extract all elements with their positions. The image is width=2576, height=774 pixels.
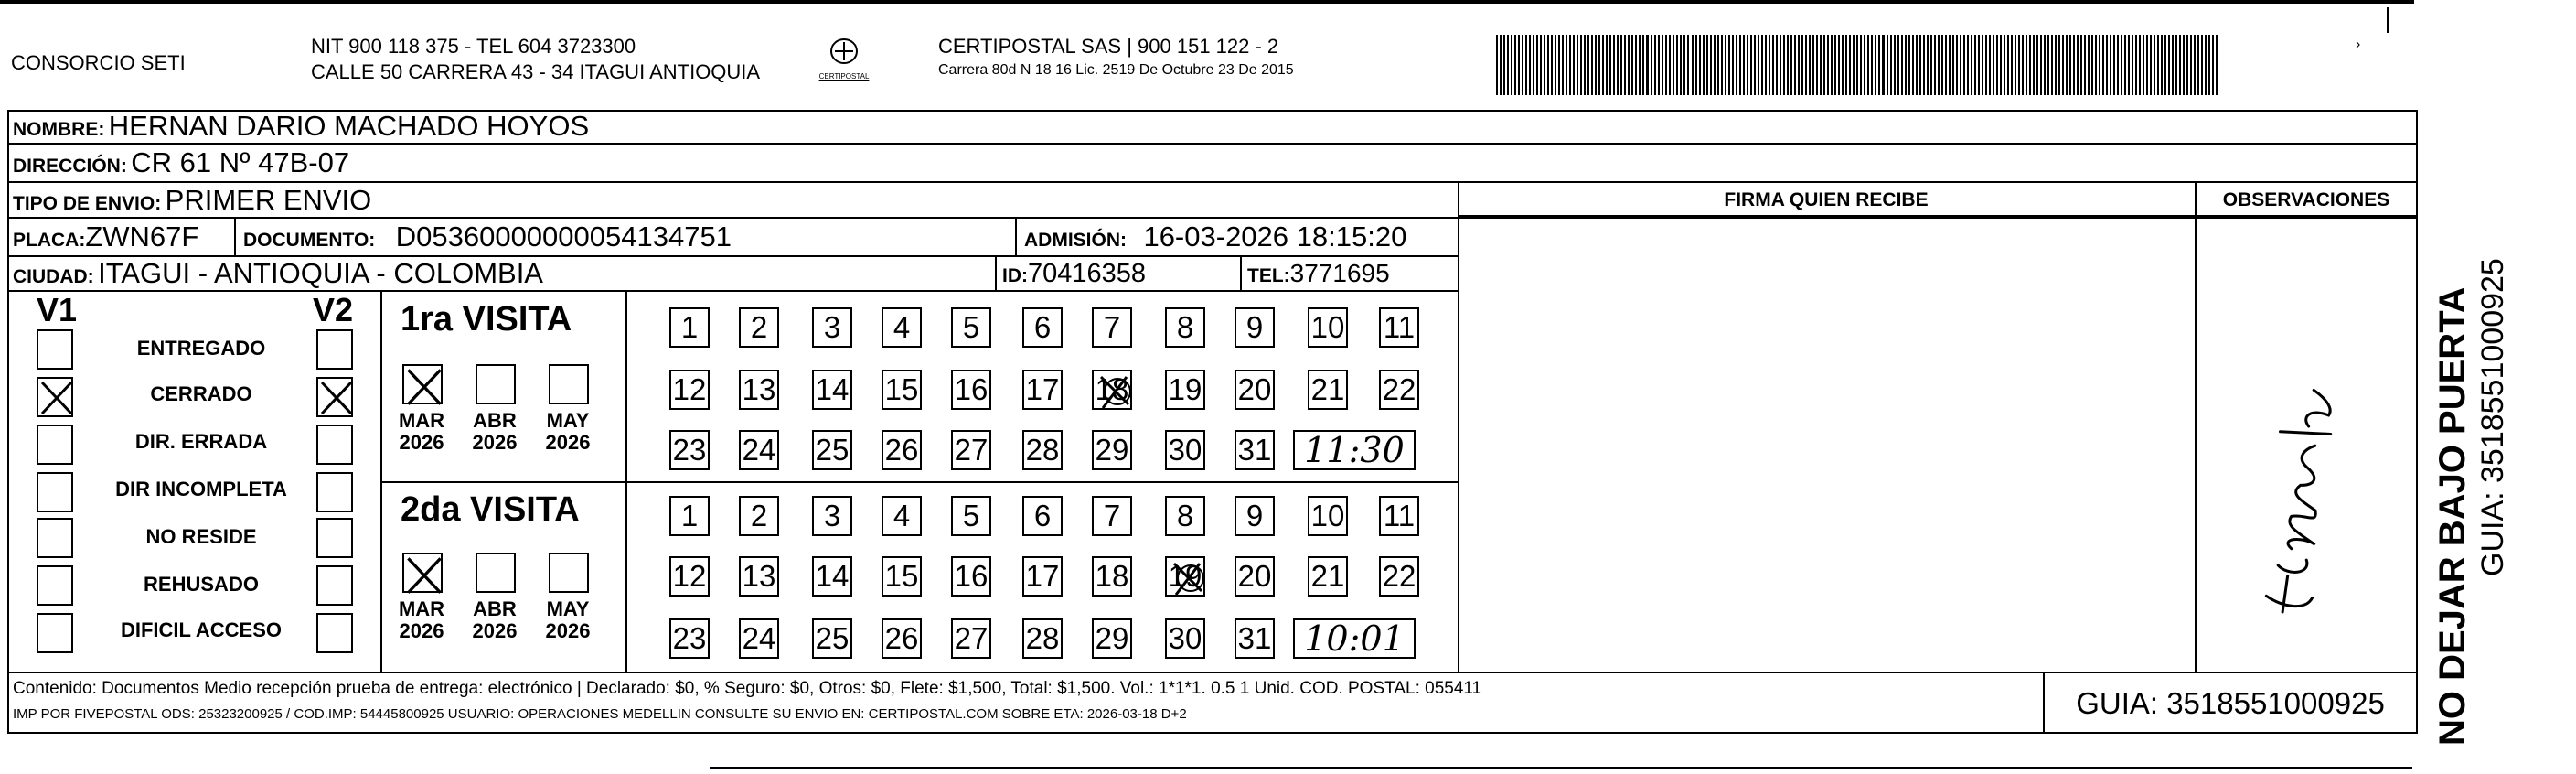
- month-year: 2026: [399, 619, 444, 642]
- first-visit-day-12[interactable]: 12: [669, 370, 710, 410]
- second-visit-day-14[interactable]: 14: [812, 556, 852, 597]
- top-rule: [0, 0, 2414, 4]
- second-visit-day-29[interactable]: 29: [1092, 618, 1132, 659]
- placa-label: PLACA:: [13, 230, 86, 251]
- first-visit-month-abr-checkbox[interactable]: [476, 364, 516, 404]
- row-line: [7, 290, 1458, 292]
- bottom-rule: [710, 767, 2412, 769]
- first-visit-day-23[interactable]: 23: [669, 430, 710, 470]
- v1-label: V1: [37, 291, 78, 328]
- v2-checkbox-rehusado[interactable]: [316, 565, 353, 606]
- v1-checkbox-dificil-acceso[interactable]: [37, 613, 73, 653]
- first-visit-day-13[interactable]: 13: [739, 370, 779, 410]
- observaciones-header: OBSERVACIONES: [2222, 189, 2390, 210]
- second-visit-month-abr-checkbox[interactable]: [476, 553, 516, 593]
- day-mark-icon: [1094, 371, 1134, 412]
- direccion-label: DIRECCIÓN:: [13, 156, 127, 177]
- status-option-label: DIR. ERRADA: [134, 430, 268, 453]
- footer-guia: GUIA: 3518551000925: [2076, 686, 2385, 720]
- id-label: ID:: [1002, 265, 1028, 286]
- v2-checkbox-cerrado[interactable]: [316, 377, 353, 417]
- v2-label: V2: [313, 291, 354, 328]
- firma-header: FIRMA QUIEN RECIBE: [1724, 189, 1929, 210]
- first-visit-day-15[interactable]: 15: [882, 370, 922, 410]
- month-year: 2026: [545, 431, 591, 454]
- second-visit-title: 2da VISITA: [401, 490, 580, 529]
- first-visit-day-30[interactable]: 30: [1165, 430, 1205, 470]
- first-visit-day-7[interactable]: 7: [1092, 307, 1132, 348]
- stray-line: [2387, 7, 2389, 33]
- month-name: MAR: [398, 597, 445, 620]
- first-visit-day-4[interactable]: 4: [882, 307, 922, 348]
- status-option-label: ENTREGADO: [136, 337, 266, 360]
- month-label: [468, 410, 521, 454]
- second-visit-day-11[interactable]: 11: [1379, 496, 1419, 536]
- second-visit-day-25[interactable]: 25: [812, 618, 852, 659]
- cell-line: [1240, 255, 1242, 290]
- status-option-label: REHUSADO: [144, 573, 259, 596]
- second-visit-day-16[interactable]: 16: [951, 556, 991, 597]
- second-visit-day-19[interactable]: 19: [1165, 556, 1205, 597]
- first-visit-day-28[interactable]: 28: [1022, 430, 1063, 470]
- first-visit-day-21[interactable]: 21: [1308, 370, 1348, 410]
- second-visit-day-6[interactable]: 6: [1022, 496, 1063, 536]
- month-year: 2026: [545, 619, 591, 642]
- nombre-value: HERNAN DARIO MACHADO HOYOS: [108, 110, 590, 142]
- first-visit-month-mar-checkbox[interactable]: [402, 364, 443, 404]
- nombre-label: NOMBRE:: [13, 119, 105, 140]
- first-visit-title: 1ra VISITA: [401, 300, 572, 339]
- v1-checkbox-dir-errada[interactable]: [37, 425, 73, 465]
- first-visit-day-11[interactable]: 11: [1379, 307, 1419, 348]
- admision-cell: [1024, 219, 1406, 255]
- nombre-row: [13, 110, 589, 143]
- id-value: 70416358: [1028, 259, 1147, 288]
- tipo-value: PRIMER ENVIO: [165, 184, 372, 216]
- status-option-label: NO RESIDE: [145, 525, 257, 548]
- month-name: ABR: [473, 409, 517, 432]
- second-visit-day-2[interactable]: 2: [739, 496, 779, 536]
- second-visit-day-12[interactable]: 12: [669, 556, 710, 597]
- first-visit-day-31[interactable]: 31: [1235, 430, 1275, 470]
- month-year: 2026: [472, 619, 518, 642]
- second-visit-month-mar-checkbox[interactable]: [402, 553, 443, 593]
- second-visit-day-3[interactable]: 3: [812, 496, 852, 536]
- certipostal-logo: [812, 37, 876, 91]
- admision-value: 16-03-2026 18:15:20: [1143, 220, 1407, 253]
- second-visit-month-may-checkbox[interactable]: [549, 553, 589, 593]
- documento-value: D05360000000054134751: [395, 220, 732, 253]
- month-year: 2026: [472, 431, 518, 454]
- v1-checkbox-entregado[interactable]: [37, 329, 73, 370]
- month-name: MAY: [546, 409, 590, 432]
- status-option-label: CERRADO: [150, 382, 252, 405]
- cell-line: [234, 217, 236, 255]
- status-option-label: DIR INCOMPLETA: [115, 478, 287, 500]
- v1-checkbox-cerrado[interactable]: [37, 377, 73, 417]
- check-mark-icon: [318, 379, 355, 415]
- first-visit-day-22[interactable]: 22: [1379, 370, 1419, 410]
- obs-divider: [2195, 181, 2197, 672]
- first-visit-day-6[interactable]: 6: [1022, 307, 1063, 348]
- first-visit-day-5[interactable]: 5: [951, 307, 991, 348]
- month-name: ABR: [473, 597, 517, 620]
- placa-cell: [13, 219, 198, 255]
- second-visit-day-20[interactable]: 20: [1235, 556, 1275, 597]
- second-visit-day-28[interactable]: 28: [1022, 618, 1063, 659]
- side-notice: NO DEJAR BAJO PUERTA: [2432, 286, 2473, 746]
- row-line: [7, 143, 2418, 145]
- month-label: [541, 598, 594, 642]
- ciudad-label: CIUDAD:: [13, 266, 94, 287]
- license-line: Carrera 80d N 18 16 Lic. 2519 De Octubre 23 De 2015: [938, 62, 1294, 78]
- second-visit-day-22[interactable]: 22: [1379, 556, 1419, 597]
- placa-value: ZWN67F: [85, 220, 199, 253]
- first-visit-day-27[interactable]: 27: [951, 430, 991, 470]
- tel-value: 3771695: [1289, 259, 1390, 287]
- month-name: MAY: [546, 597, 590, 620]
- v2-checkbox-dir-errada[interactable]: [316, 425, 353, 465]
- check-mark-icon: [38, 379, 75, 415]
- tel-label: TEL:: [1247, 265, 1290, 286]
- stray-mark: ›: [2356, 37, 2361, 52]
- nit-line: NIT 900 118 375 - TEL 604 3723300: [311, 35, 636, 58]
- cell-line: [1015, 217, 1017, 255]
- second-visit-day-27[interactable]: 27: [951, 618, 991, 659]
- second-visit-day-10[interactable]: 10: [1308, 496, 1348, 536]
- visit-separator: [380, 481, 1458, 483]
- cell-line: [995, 255, 997, 290]
- address-line: CALLE 50 CARRERA 43 - 34 ITAGUI ANTIOQUIA: [311, 60, 761, 83]
- second-visit-day-21[interactable]: 21: [1308, 556, 1348, 597]
- day-mark-icon: [1167, 558, 1207, 598]
- tipo-row: [13, 183, 371, 217]
- v2-checkbox-dificil-acceso[interactable]: [316, 613, 353, 653]
- second-visit-day-8[interactable]: 8: [1165, 496, 1205, 536]
- month-name: MAR: [398, 409, 445, 432]
- second-visit-day-26[interactable]: 26: [882, 618, 922, 659]
- second-visit-day-17[interactable]: 17: [1022, 556, 1063, 597]
- logo-text: CERTIPOSTAL: [818, 72, 870, 81]
- first-visit-day-19[interactable]: 19: [1165, 370, 1205, 410]
- first-visit-day-8[interactable]: 8: [1165, 307, 1205, 348]
- month-label: [395, 598, 448, 642]
- month-label: [468, 598, 521, 642]
- admision-label: ADMISIÓN:: [1024, 230, 1127, 251]
- second-visit-day-18[interactable]: 18: [1092, 556, 1132, 597]
- first-visit-day-18[interactable]: 18: [1092, 370, 1132, 410]
- check-mark-icon: [404, 554, 444, 595]
- month-year: 2026: [399, 431, 444, 454]
- second-visit-day-9[interactable]: 9: [1235, 496, 1275, 536]
- second-visit-day-31[interactable]: 31: [1235, 618, 1275, 659]
- second-visit-day-4[interactable]: 4: [882, 496, 922, 536]
- v1-checkbox-no-reside[interactable]: [37, 518, 73, 558]
- tel-cell: [1247, 257, 1390, 290]
- first-visit-day-1[interactable]: 1: [669, 307, 710, 348]
- v2-checkbox-dir-incompleta[interactable]: [316, 472, 353, 512]
- second-visit-day-15[interactable]: 15: [882, 556, 922, 597]
- first-visit-day-25[interactable]: 25: [812, 430, 852, 470]
- second-visit-day-5[interactable]: 5: [951, 496, 991, 536]
- id-cell: [1002, 257, 1146, 290]
- ciudad-value: ITAGUI - ANTIOQUIA - COLOMBIA: [98, 257, 543, 289]
- documento-label: DOCUMENTO:: [243, 230, 376, 251]
- status-option-label: DIFICIL ACCESO: [120, 618, 282, 641]
- first-visit-day-20[interactable]: 20: [1235, 370, 1275, 410]
- first-visit-day-2[interactable]: 2: [739, 307, 779, 348]
- v1-checkbox-rehusado[interactable]: [37, 565, 73, 606]
- check-mark-icon: [404, 366, 444, 406]
- v2-checkbox-entregado[interactable]: [316, 329, 353, 370]
- v1-checkbox-dir-incompleta[interactable]: [37, 472, 73, 512]
- first-visit-day-14[interactable]: 14: [812, 370, 852, 410]
- first-visit-day-26[interactable]: 26: [882, 430, 922, 470]
- v2-checkbox-no-reside[interactable]: [316, 518, 353, 558]
- second-visit-day-13[interactable]: 13: [739, 556, 779, 597]
- first-visit-day-10[interactable]: 10: [1308, 307, 1348, 348]
- tipo-label: TIPO DE ENVIO:: [13, 193, 162, 214]
- direccion-row: [13, 145, 349, 181]
- second-visit-day-1[interactable]: 1: [669, 496, 710, 536]
- direccion-value: CR 61 Nº 47B-07: [131, 146, 350, 178]
- first-visit-day-9[interactable]: 9: [1235, 307, 1275, 348]
- second-visit-day-7[interactable]: 7: [1092, 496, 1132, 536]
- barcode: [1496, 35, 2222, 95]
- first-visit-day-16[interactable]: 16: [951, 370, 991, 410]
- first-visit-day-3[interactable]: 3: [812, 307, 852, 348]
- side-guia: GUIA: 3518551000925: [2475, 258, 2510, 576]
- second-visit-day-30[interactable]: 30: [1165, 618, 1205, 659]
- certipostal-line: CERTIPOSTAL SAS | 900 151 122 - 2: [938, 35, 1279, 58]
- second-visit-day-24[interactable]: 24: [739, 618, 779, 659]
- first-visit-month-may-checkbox[interactable]: [549, 364, 589, 404]
- logo-icon: [826, 37, 862, 68]
- firma-divider: [1458, 181, 1459, 672]
- handwritten-signature: [2231, 384, 2359, 659]
- second-visit-day-23[interactable]: 23: [669, 618, 710, 659]
- footer-imp: IMP POR FIVEPOSTAL ODS: 25323200925 / COD.IMP: 54445800925 USUARIO: OPERACIONES MEDELLIN CONSULTE SU ENVIO EN: CERTIPOSTAL.COM SOBRE ETA: 2026-03-18 D+2: [13, 706, 1187, 722]
- first-visit-time[interactable]: 11:30: [1293, 430, 1416, 470]
- documento-cell: [243, 219, 732, 255]
- month-label: [541, 410, 594, 454]
- first-visit-day-17[interactable]: 17: [1022, 370, 1063, 410]
- second-visit-time[interactable]: 10:01: [1293, 618, 1416, 659]
- footer-content: Contenido: Documentos Medio recepción prueba de entrega: electrónico | Declarado: $0, % Seguro: $0, Otros: $0, Flete: $1,500, Total: $1,500. Vol.: 1*1*1. 0.5 1 Unid. COD. POSTAL: 055411: [13, 679, 1482, 698]
- month-label: [395, 410, 448, 454]
- ciudad-cell: [13, 257, 543, 290]
- first-visit-day-29[interactable]: 29: [1092, 430, 1132, 470]
- first-visit-day-24[interactable]: 24: [739, 430, 779, 470]
- company-name: CONSORCIO SETI: [11, 51, 186, 74]
